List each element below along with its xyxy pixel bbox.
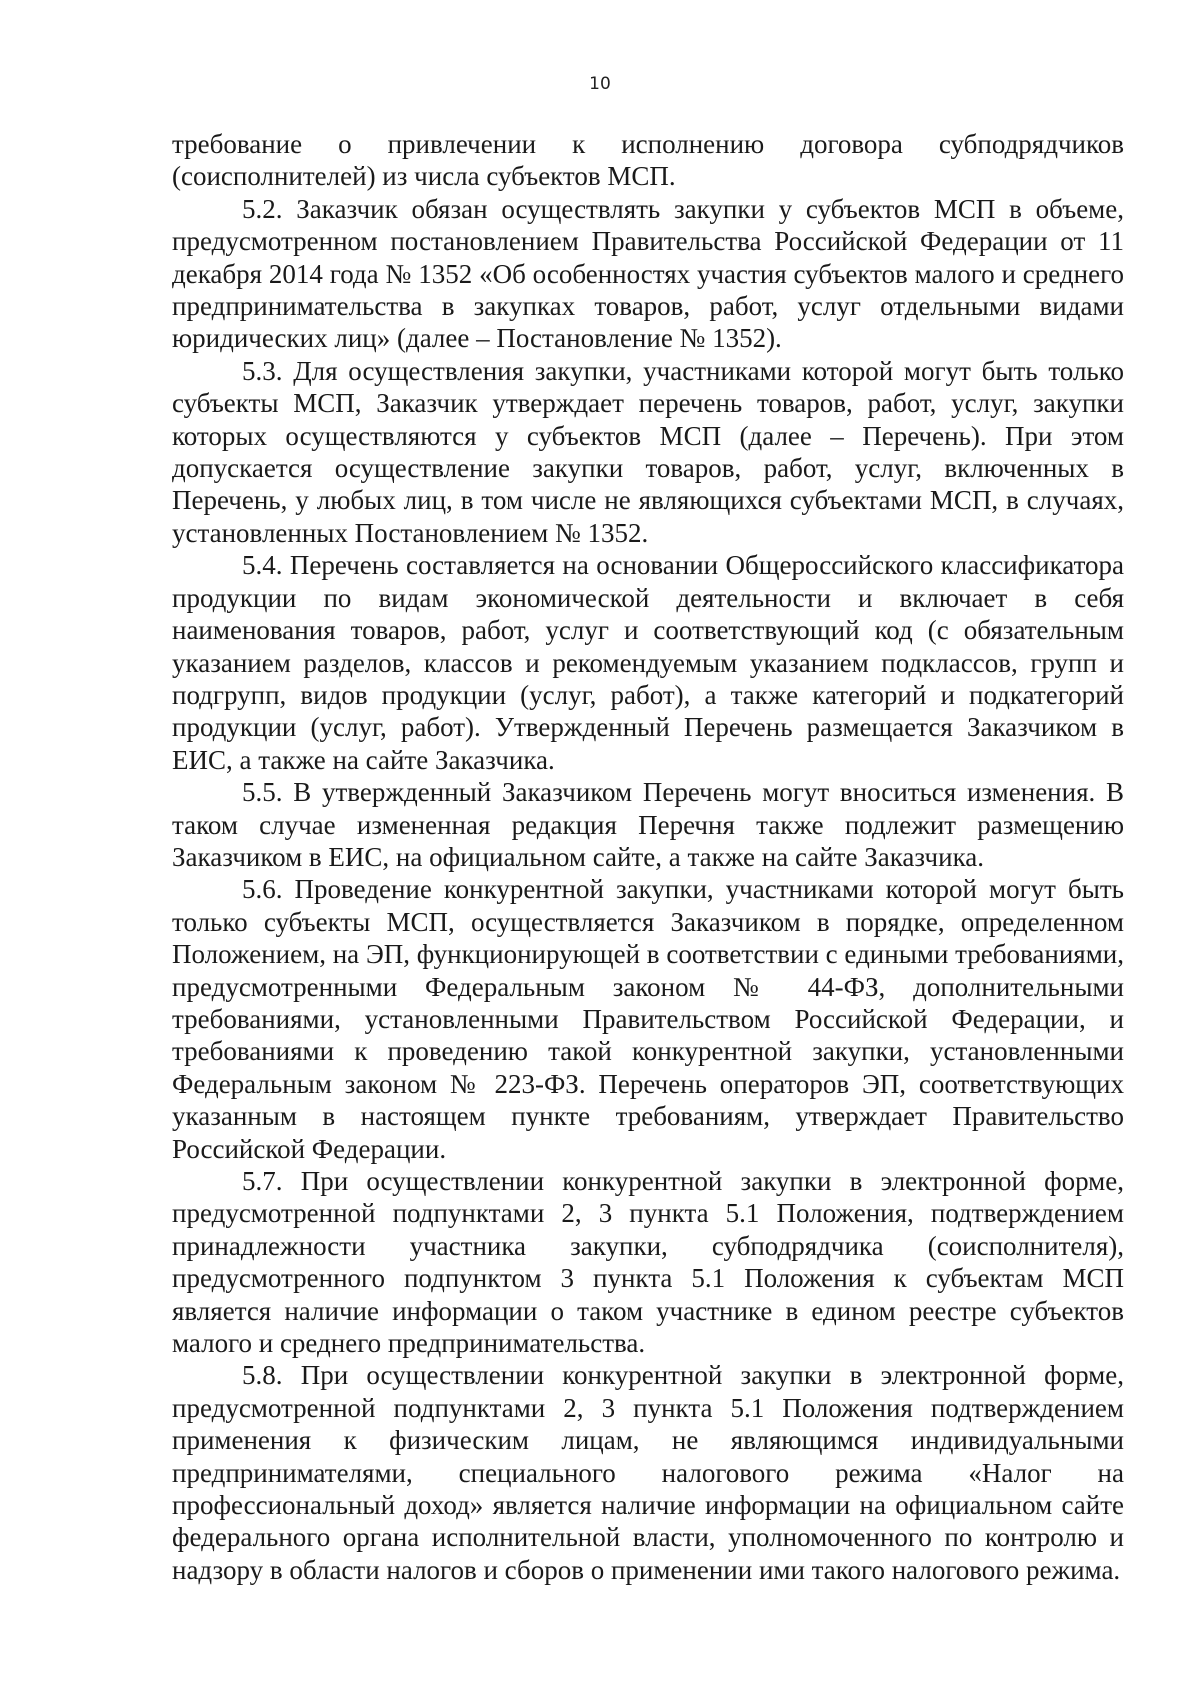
paragraph-5-4: 5.4. Перечень составляется на основании Общероссийского классификатора продукции по видам экономической деятельности и включает в себя наименования товаров, работ, услуг и соответствующий код (с обязательным указанием разделов, классов и рекомендуемым указанием подклассов, групп и подгрупп, видов продукции (услуг, работ), а также категорий и подкатегорий продукции (услуг, работ). Утвержденный Перечень размещается Заказчиком в ЕИС, а также на сайте Заказчика. <box>172 550 1124 775</box>
page-number: 10 <box>589 74 611 94</box>
paragraph-5-7: 5.7. При осуществлении конкурентной закупки в электронной форме, предусмотренной подпунктами 2, 3 пункта 5.1 Положения, подтверждением принадлежности участника закупки, субподрядчика (соисполнителя), предусмотренного подпунктом 3 пункта 5.1 Положения к субъектам МСП является наличие информации о таком участнике в едином реестре субъектов малого и среднего предпринимательства. <box>172 1166 1124 1359</box>
paragraph-5-2: 5.2. Заказчик обязан осуществлять закупки у субъектов МСП в объеме, предусмотренном постановлением Правительства Российской Федерации от 11 декабря 2014 года № 1352 «Об особенностях участия субъектов малого и среднего предпринимательства в закупках товаров, работ, услуг отдельными видами юридических лиц» (далее – Постановление № 1352). <box>172 193 1124 354</box>
paragraph-5-5: 5.5. В утвержденный Заказчиком Перечень могут вноситься изменения. В таком случае измененная редакция Перечня также подлежит размещению Заказчиком в ЕИС, на официальном сайте, а также на сайте Заказчика. <box>172 777 1124 872</box>
paragraph-5-3: 5.3. Для осуществления закупки, участниками которой могут быть только субъекты МСП, Заказчик утверждает перечень товаров, работ, услуг, закупки которых осуществляются у субъектов МСП (далее – Перечень). При этом допускается осуществление закупки товаров, работ, услуг, включенных в Перечень, у любых лиц, в том числе не являющихся субъектами МСП, в случаях, установленных Постановлением № 1352. <box>172 355 1124 548</box>
paragraph-5-8: 5.8. При осуществлении конкурентной закупки в электронной форме, предусмотренной подпунктами 2, 3 пункта 5.1 Положения подтверждением применения к физическим лицам, не являющимся индивидуальными предпринимателями, специального налогового режима «Налог на профессиональный доход» является наличие информации на официальном сайте федерального органа исполнительной власти, уполномоченного по контролю и надзору в области налогов и сборов о применении ими такого налогового режима. <box>172 1360 1124 1585</box>
paragraph-continuation: требование о привлечении к исполнению договора субподрядчиков (соисполнителей) из числа субъектов МСП. <box>172 129 1124 192</box>
paragraph-5-6: 5.6. Проведение конкурентной закупки, участниками которой могут быть только субъекты МСП, осуществляется Заказчиком в порядке, определенном Положением, на ЭП, функционирующей в соответствии с едиными требованиями, предусмотренными Федеральным законом № 44-ФЗ, дополнительными требованиями, установленными Правительством Российской Федерации, и требованиями к проведению такой конкурентной закупки, установленными Федеральным законом № 223-ФЗ. Перечень операторов ЭП, соответствующих указанным в настоящем пункте требованиям, утверждает Правительство Российской Федерации. <box>172 874 1124 1164</box>
document-body <box>172 128 1124 1586</box>
